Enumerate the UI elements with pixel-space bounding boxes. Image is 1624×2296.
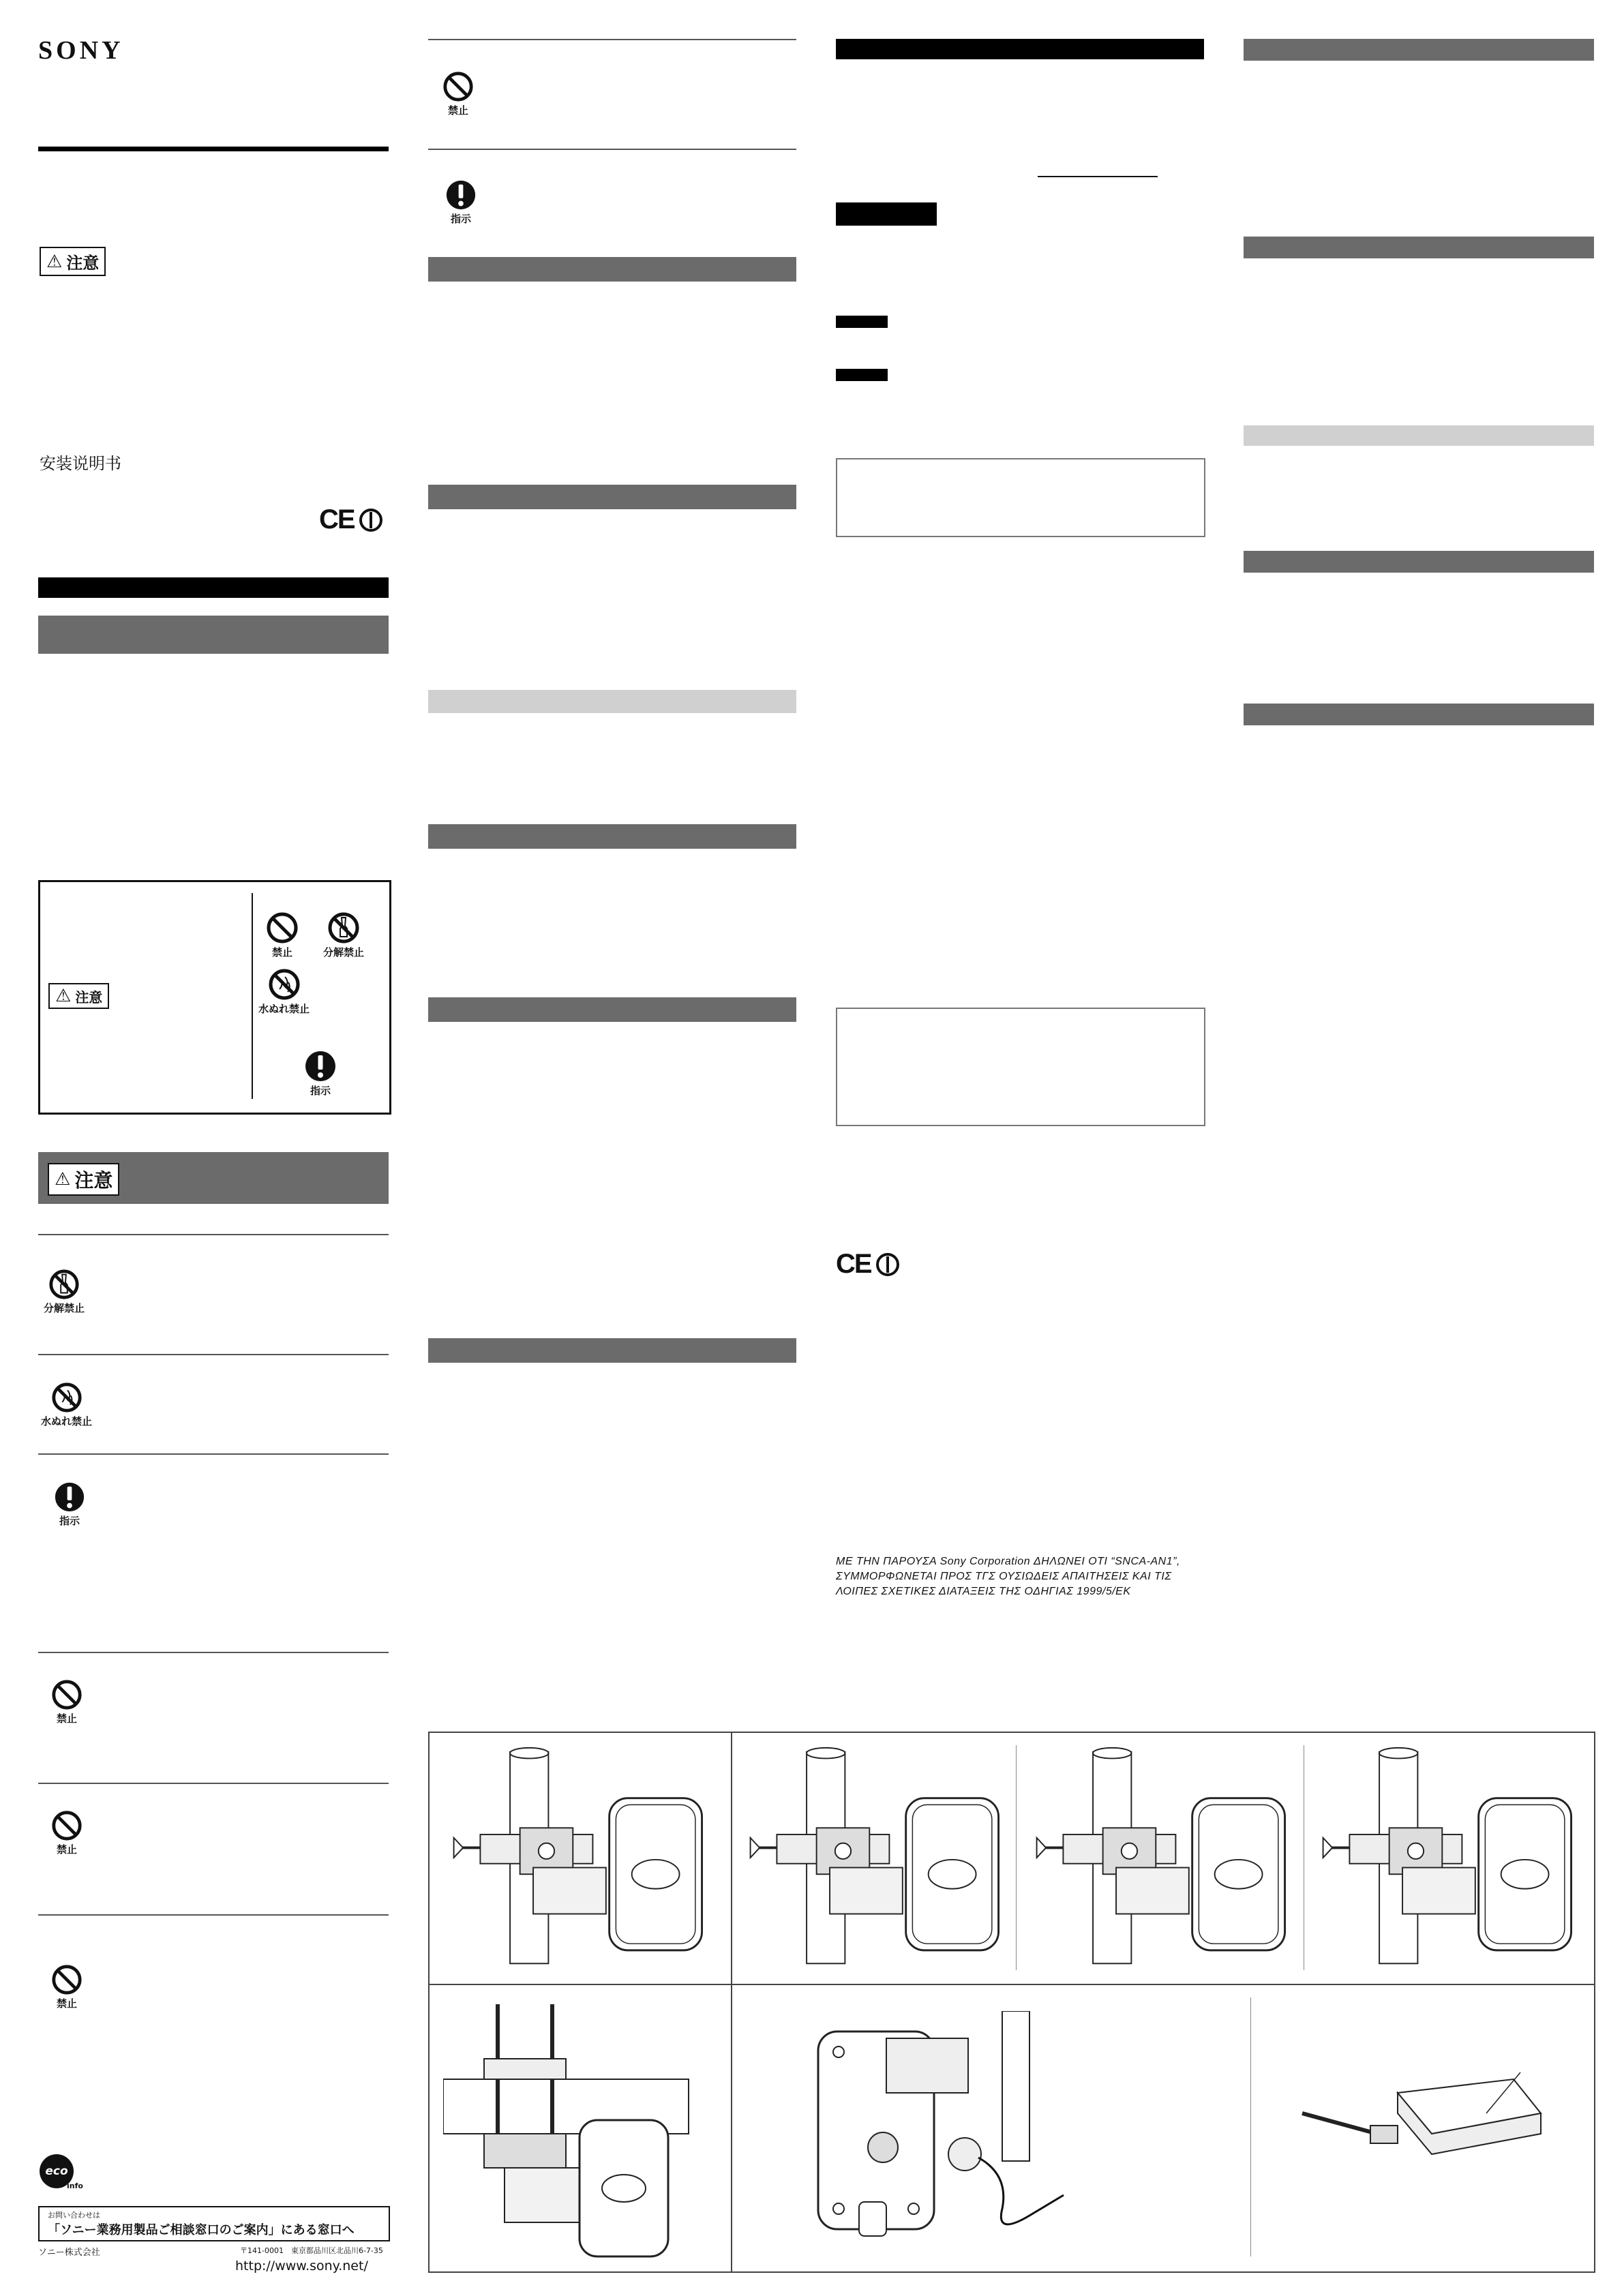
legend-caution-label: 注意: [75, 988, 103, 1006]
divider: [38, 1453, 389, 1455]
instruction-icon: [303, 1049, 337, 1083]
horizontal-pipe-mount-illustration: [443, 1997, 723, 2263]
section-bar: [1244, 39, 1594, 61]
no-water-icon: [50, 1381, 83, 1414]
company-name: ソニー株式会社: [38, 2248, 100, 2258]
item-instruction-top: [445, 179, 477, 226]
greek-line-3: ΛΟΙΠΕΣ ΣΧΕΤΙΚΕΣ ΔΙΑΤΑΞΕΙΣ ΤΗΣ ΟΔΗΓΙΑΣ 1999/5/ΕΚ: [836, 1586, 1131, 1597]
prohibit-label: 禁止: [56, 1843, 77, 1856]
section-bar: [1244, 551, 1594, 573]
instruction-label: 指示: [450, 213, 471, 225]
warning-triangle-icon: ⚠: [55, 986, 72, 1006]
no-disassembly-icon: [327, 911, 361, 945]
section-bar: [428, 1338, 796, 1363]
greek-declaration: [836, 1554, 1180, 1599]
bracket-step-1-illustration: [736, 1745, 1016, 1970]
item-prohibit-1: [50, 1678, 83, 1725]
divider: [38, 1652, 389, 1653]
sony-logo: SONY: [38, 36, 124, 65]
eco-label: eco: [45, 2164, 68, 2178]
prohibit-icon: [50, 1678, 83, 1711]
adapter-illustration: [1295, 2052, 1554, 2188]
section-bar-light: [428, 690, 796, 713]
caution-header-bar: [38, 1152, 389, 1204]
warning-triangle-icon: ⚠: [46, 251, 63, 272]
title-rule: [38, 147, 389, 151]
caution-label: 注意: [66, 254, 100, 273]
item-no-water: [41, 1381, 92, 1428]
item-prohibit-top: [442, 70, 475, 117]
legend-instruction: [303, 1049, 337, 1098]
underline-rule: [1038, 176, 1158, 177]
warning-legend-box: [38, 880, 391, 1115]
item-instruction: [53, 1481, 86, 1528]
caution-badge: [40, 247, 106, 276]
caution-header-badge: [48, 1163, 119, 1196]
alert-mark-icon: [875, 1252, 900, 1277]
black-label-block: [836, 316, 888, 328]
section-bar: [428, 257, 796, 282]
frame-h-divider: [428, 1984, 1594, 1985]
no-disassembly-label: 分解禁止: [44, 1302, 85, 1314]
instruction-icon: [445, 179, 477, 211]
section-bar: [1244, 237, 1594, 258]
divider: [38, 1234, 389, 1235]
legend-prohibit: [265, 911, 299, 959]
prohibit-icon: [50, 1809, 83, 1842]
section-bar: [428, 824, 796, 849]
item-prohibit-2: [50, 1809, 83, 1856]
no-disassembly-label: 分解禁止: [323, 946, 365, 958]
no-water-label: 水ぬれ禁止: [258, 1003, 310, 1015]
ce-mark: [836, 1249, 900, 1280]
item-no-disassembly: [44, 1268, 85, 1315]
sony-url[interactable]: http://www.sony.net/: [235, 2259, 368, 2274]
cable-connection-illustration: [805, 2011, 1091, 2256]
inquiry-box: [38, 2206, 390, 2241]
legend-no-water: [258, 967, 310, 1016]
instruction-label: 指示: [310, 1085, 331, 1097]
divider: [428, 149, 796, 150]
prohibit-label: 禁止: [56, 1712, 77, 1725]
greek-line-1: ΜΕ ΤΗΝ ΠΑΡΟΥΣΑ Sony Corporation ΔΗΛΩΝΕΙ ΟΤΙ “SNCA-AN1”,: [836, 1556, 1180, 1567]
prohibit-label: 禁止: [271, 946, 292, 958]
frame-v-divider: [731, 1732, 732, 2271]
notice-box: [836, 458, 1205, 537]
section-bar: [428, 997, 796, 1022]
divider: [38, 1783, 389, 1784]
prohibit-icon: [50, 1963, 83, 1996]
black-label-block: [836, 202, 937, 226]
no-water-icon: [267, 967, 301, 1001]
section-bar: [38, 616, 389, 654]
prohibit-label: 禁止: [56, 1997, 77, 2010]
section-bar-light: [1244, 425, 1594, 446]
item-prohibit-3: [50, 1963, 83, 2010]
prohibit-label: 禁止: [447, 104, 468, 117]
section-rule-black: [836, 39, 1204, 59]
legend-divider: [252, 893, 253, 1099]
divider: [428, 39, 796, 40]
legend-no-disassembly: [323, 911, 364, 959]
greek-line-2: ΣΥΜΜΟΡΦΩΝΕΤΑΙ ΠΡΟΣ ΤΓΣ ΟΥΣΙΩΔΕΙΣ ΑΠΑΙΤΗΣΕΙΣ ΚΑΙ ΤΙΣ: [836, 1571, 1172, 1582]
warning-triangle-icon: ⚠: [55, 1169, 71, 1190]
no-water-label: 水ぬれ禁止: [41, 1415, 93, 1428]
inquiry-small: お問い合わせは: [48, 2211, 100, 2220]
ce-text: CE: [319, 504, 355, 534]
divider: [38, 1914, 389, 1916]
black-label-block: [836, 369, 888, 381]
prohibit-icon: [265, 911, 299, 945]
caution-header-label: 注意: [74, 1169, 113, 1192]
notice-box: [836, 1008, 1205, 1126]
section-bar: [1244, 704, 1594, 725]
pole-mount-illustration: [436, 1745, 723, 1970]
inquiry-content: [48, 2209, 355, 2238]
section-rule-black: [38, 577, 389, 598]
instruction-label: 指示: [59, 1515, 80, 1527]
divider: [38, 1354, 389, 1355]
company-address: 〒141-0001 東京都品川区北品川6-7-35: [240, 2246, 383, 2255]
ce-text: CE: [836, 1249, 871, 1279]
frame-v-divider-minor: [1016, 1745, 1017, 1970]
ce-mark: [319, 504, 383, 535]
section-bar: [428, 485, 796, 509]
eco-sub: info: [67, 2181, 83, 2190]
instruction-icon: [53, 1481, 86, 1513]
inquiry-main: 「ソニー業務用製品ご相談窓口のご案内」にある窓口へ: [48, 2223, 355, 2237]
legend-caution-badge: [48, 983, 109, 1009]
alert-mark-icon: [359, 508, 383, 532]
prohibit-icon: [442, 70, 475, 103]
bracket-step-3-illustration: [1309, 1745, 1589, 1970]
frame-v-divider-minor: [1250, 1997, 1251, 2256]
install-manual-zh: 安装说明书: [40, 454, 121, 473]
bracket-step-2-illustration: [1023, 1745, 1302, 1970]
no-disassembly-icon: [48, 1268, 80, 1301]
